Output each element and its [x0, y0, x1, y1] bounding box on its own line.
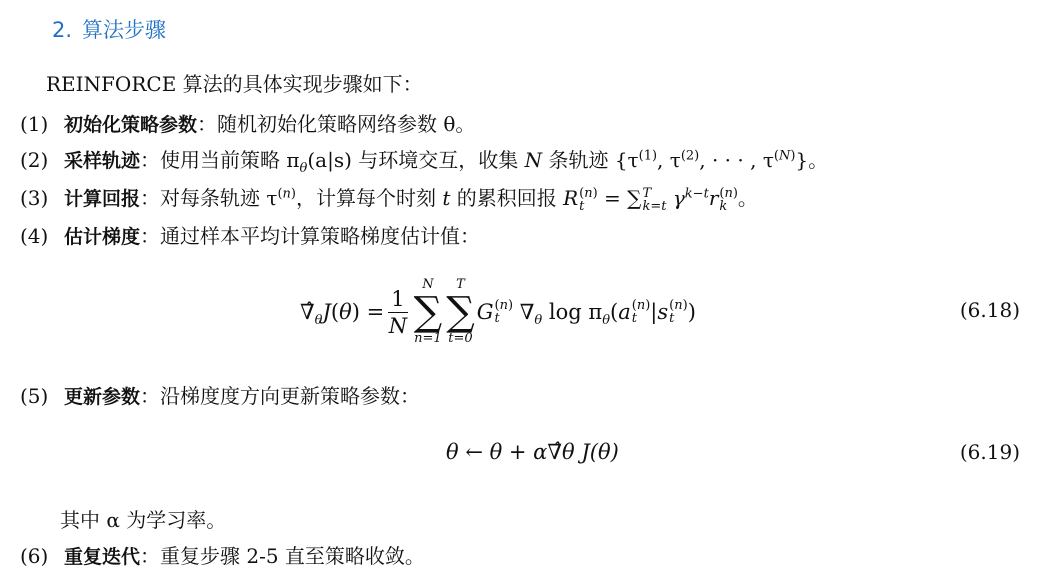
step-text: ：重复步骤 2-5 直至策略收敛。	[140, 544, 425, 568]
step-label: (3)	[20, 186, 49, 210]
section-number: 2.	[52, 18, 73, 42]
step-label: (1)	[20, 112, 49, 136]
equation-6-18	[0, 272, 1060, 352]
equation-body: $\nablâ_\theta J(\theta)$ = $\frac{1}{N}$ N ∑ n=1 T ∑ t=0 G (n) t $\nabla_\theta$ $\log \pi_\theta(a$ (n) t |s (n) t )	[300, 277, 696, 346]
intro-text: REINFORCE 算法的具体实现步骤如下：	[46, 72, 423, 96]
step-text: ：沿梯度度方向更新策略参数：	[140, 384, 421, 408]
step-text-a: ：使用当前策略 π	[140, 148, 300, 172]
step-5	[20, 382, 420, 411]
step-text-c: 条轨迹 {τ	[542, 148, 639, 172]
step-title: 初始化策略参数	[64, 114, 198, 136]
step-title: 估计梯度	[64, 226, 141, 248]
step-text: ：随机初始化策略网络参数 θ。	[197, 112, 476, 136]
step-text-b: ，计算每个时刻	[295, 186, 443, 210]
step-title: 计算回报	[64, 188, 141, 210]
step-title: 重复迭代	[64, 546, 141, 568]
equation-number: (6.19)	[959, 440, 1020, 464]
equation-body: θ ← θ + α∇̂θ J(θ)	[446, 440, 619, 464]
step-3: (3) 计算回报：对每条轨迹 $\tau^{(n)}$，计算每个时刻 t 的累积回报 R (n) t = ∑ T k=t $\gamma^{k-t}r$ (n) k 。	[20, 185, 758, 214]
step-1	[20, 110, 475, 139]
step-title: 采样轨迹	[64, 150, 141, 172]
where-text: 其中 α 为学习率。	[60, 508, 227, 532]
step-2: (2) 采样轨迹：使用当前策略 $\pi_\theta(a|s)$ 与环境交互，收集 N 条轨迹 {$\tau^{(1)}$, $\tau^{(2)}$, · · · , $\tau^{(N)}$}。	[20, 148, 829, 176]
section-heading	[52, 14, 166, 44]
step-label: (4)	[20, 224, 49, 248]
section-title: 算法步骤	[82, 18, 167, 42]
step-6	[20, 542, 425, 571]
step-text-d: }。	[795, 148, 829, 172]
step-text-c: 的累积回报	[450, 186, 564, 210]
step-title: 更新参数	[64, 386, 141, 408]
step-label: (6)	[20, 544, 49, 568]
step-4	[20, 222, 480, 251]
step-label: (2)	[20, 148, 49, 172]
step-text-a: ：对每条轨迹 τ	[140, 186, 278, 210]
equation-number: (6.18)	[959, 298, 1020, 322]
equation-6-19	[0, 440, 1060, 472]
step-label: (5)	[20, 384, 49, 408]
step-text-b: (a|s) 与环境交互，收集	[307, 148, 525, 172]
step-text: ：通过样本平均计算策略梯度估计值：	[140, 224, 481, 248]
